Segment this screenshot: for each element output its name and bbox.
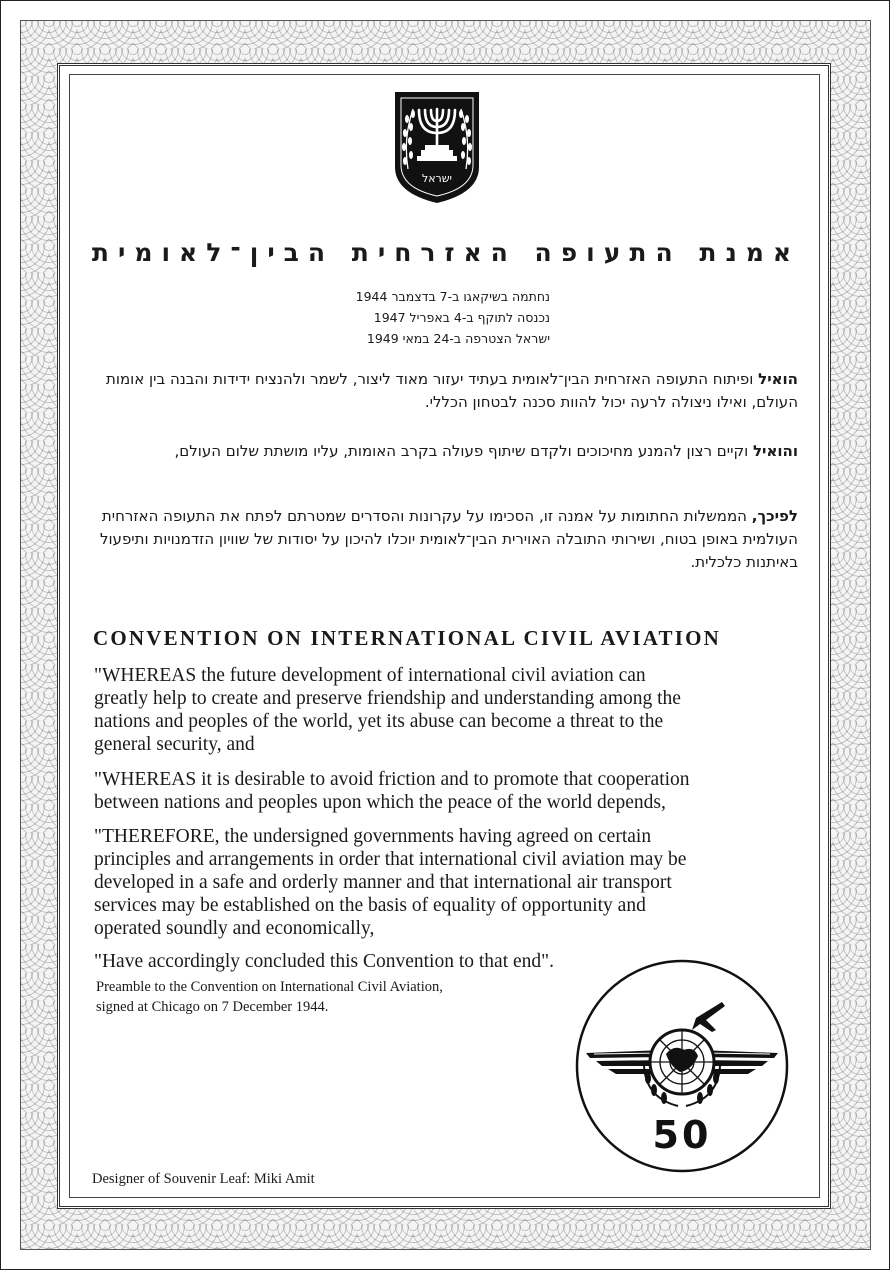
paragraph-line: developed in a safe and orderly manner and that international air transport — [94, 872, 672, 893]
preamble-line: Preamble to the Convention on International Civil Aviation, — [96, 979, 443, 995]
hebrew-paragraph-3 — [96, 505, 798, 574]
paragraph-line: "WHEREAS it is desirable to avoid friction and to promote that cooperation — [94, 769, 690, 790]
hebrew-paragraph-text: הממשלות החתומות על אמנה זו, הסכימו על עקרונות והסדרים שמטרתם לפתח את התעופה האזרחית העולמית באופן בטוח, ושירותי התובלה האוירית הבין־לאומית יוכלו להיכון על יסודות של שוויון הזדמנויות ותיפעול באיתנות כלכלית. — [99, 507, 798, 571]
paragraph-line: operated soundly and economically, — [94, 918, 375, 939]
hebrew-title: אמנת התעופה האזרחית הבין־לאומית — [91, 238, 801, 267]
english-paragraph-1 — [94, 664, 798, 756]
hebrew-paragraph-text: ופיתוח התעופה האזרחית הבין־לאומית בעתיד יעזור מאוד ליצור, לשמר ולהנציח ידידות והבנה בין אומות העולם, ואילו ניצולה לרעה יכול להוות סכנה לבטחון הכללי. — [106, 370, 798, 411]
paragraph-line: greatly help to create and preserve friendship and understanding among the — [94, 688, 681, 709]
paragraph-line: services may be established on the basis of equality of opportunity and — [94, 895, 646, 916]
hebrew-date-israel-joined: ישראל הצטרפה ב-24 במאי 1949 — [366, 331, 550, 346]
hebrew-paragraph-2 — [96, 440, 798, 463]
paragraph-line: "WHEREAS the future development of international civil aviation can — [94, 665, 646, 686]
english-title: CONVENTION ON INTERNATIONAL CIVIL AVIATION — [93, 626, 722, 650]
preamble-note — [96, 977, 443, 1017]
hebrew-paragraph-lead: והואיל — [752, 442, 798, 460]
preamble-line: signed at Chicago on 7 December 1944. — [96, 999, 329, 1015]
hebrew-paragraph-text: וקיים רצון להמנע מחיכוכים ולקדם שיתוף פעולה בקרב האומות, עליו מושתת שלום העולם, — [174, 442, 749, 460]
hebrew-paragraph-lead: לפיכך, — [751, 507, 798, 525]
designer-credit: Designer of Souvenir Leaf: Miki Amit — [92, 1171, 315, 1187]
emblem-label: ישראל — [421, 172, 453, 185]
hebrew-dates — [300, 286, 550, 349]
hebrew-paragraph-1 — [96, 368, 798, 414]
english-paragraph-2 — [94, 768, 798, 814]
paragraph-line: general security, and — [94, 734, 255, 755]
paragraph-line: nations and peoples of the world, yet its abuse can become a threat to the — [94, 711, 664, 732]
hebrew-date-signed: נחתמה בשיקאגו ב-7 בדצמבר 1944 — [355, 289, 550, 304]
paragraph-line: between nations and peoples upon which the peace of the world depends, — [94, 792, 666, 813]
israel-emblem-icon — [391, 89, 483, 205]
hebrew-paragraph-lead: הואיל — [758, 370, 798, 388]
closing-quote: "Have accordingly concluded this Convention to that end". — [94, 951, 554, 972]
seal-anniversary-number: 50 — [652, 1113, 712, 1157]
paragraph-line: "THEREFORE, the undersigned governments having agreed on certain — [94, 826, 652, 847]
paragraph-line: principles and arrangements in order that international civil aviation may be — [94, 849, 687, 870]
english-paragraph-3 — [94, 825, 798, 940]
icao-seal-icon — [574, 958, 790, 1174]
hebrew-date-in-force: נכנסה לתוקף ב-4 באפריל 1947 — [373, 310, 550, 325]
